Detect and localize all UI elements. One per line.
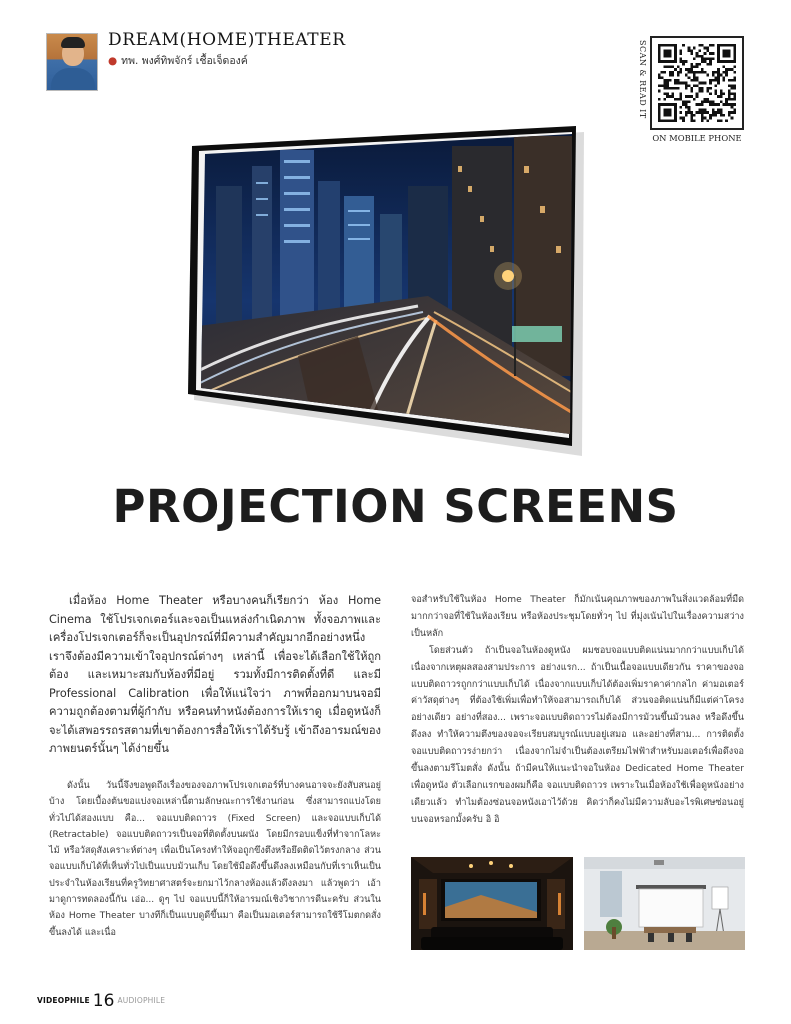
author-photo <box>46 33 98 91</box>
magazine-name: VIDEOPHILE <box>37 996 90 1005</box>
article-body-left: ดังนั้น วันนี้จึงขอพูดถึงเรื่องของจอภาพโปรเจกเตอร์ที่บางคนอาจจะยังสับสนอยู่บ้าง โดยเบื้องต้นขอแบ่งจอเหล่านี้ตามลักษณะการใช้งานก่อน ซึ่งสามารถแบ่งโดยทั่วไปได้สองแบบ คือ... จอแบบติดถาวร (Fixed Screen) และจอแบบเก็บได้ (Retractable) จอแบบติดถาวรเป็นจอที่ติดตั้งบนผนัง โดยมีกรอบแข็งที่ทำจากโลหะ ไม้ หรือวัสดุสังเคราะห์ต่างๆ เพื่อเป็นโครงทำให้จอถูกขึงตึงหรือยึดติดไว้ตรงกลาง ส่วนจอแบบเก็บได้ที่เห็นทั่วไปเป็นแบบม้วนเก็บ โดยใช้มือดึงขึ้นดึงลงเหมือนกับที่เราเห็นเป็นประจำในห้องเรียนที่ครูวิทยาศาสตร์จะยกมาไว้กลางห้องแล้วดึงลงมา แล้วพูดว่า เอ้า มาดูการทดลองนี้กัน เอ่อ... ดูๆ ไป จอแบบนี้ก็ให้อารมณ์เชิงวิชาการดีนะครับ ส่วนในห้อง Home Theater บางทีก็เป็นแบบดูดีขึ้นมา คือเป็นมอเตอร์สามารถใช้รีโมตกดสั่งขึ้นลงได้ และเนื่อ <box>49 781 381 938</box>
qr-code[interactable] <box>650 36 744 130</box>
page-number: 16 <box>92 990 115 1011</box>
projection-screen-illustration <box>168 126 588 458</box>
home-theater-illustration <box>411 857 573 950</box>
scan-label: SCAN & READ IT <box>638 40 647 119</box>
article-paragraph: จอสำหรับใช้ในห้อง Home Theater ก็มักเน้นคุณภาพของภาพในสิ่งแวดล้อมที่มืดมากกว่าจอที่ใช้ในห้องเรียน หรือห้องประชุมโดยทั่วๆ ไป ที่มุ่งเน้นไปในเรื่องความสว่างเป็นหลัก <box>411 595 744 639</box>
home-theater-photo <box>411 857 573 950</box>
article-body-right <box>411 592 744 829</box>
meeting-room-illustration <box>584 857 745 950</box>
qr-code-icon <box>658 44 736 122</box>
page-footer <box>37 990 166 1011</box>
article-lead-paragraph: เมื่อห้อง Home Theater หรือบางคนก็เรียกว่า ห้อง Home Cinema ใช้โปรเจกเตอร์และจอเป็นแหล่งกำเนิดภาพ ทั้งจอภาพและเครื่องโปรเจกเตอร์ก็จะเป็นอุปกรณ์ที่มีความสำคัญมากอีกอย่างหนึ่ง เราจึงต้องมีความเข้าใจอุปกรณ์ต่างๆ เหล่านี้ เพื่อจะได้เลือกใช้ให้ถูกต้อง และเหมาะสมกับห้องที่มีอยู่ รวมทั้งมีการติดตั้งที่ดี และมี Professional Calibration เพื่อให้แน่ใจว่า ภาพที่ออกมาบนจอมีความถูกต้องตามที่ผู้กำกับ หรือคนทำหนังต้องการให้เราดู เมื่อดูหนังก็จะได้เสพอรรถรสตามที่เขาต้องการสื่อให้เราได้รับรู้ เข้าถึงอารมณ์ของภาพยนตร์นั้นๆ ได้ง่ายขึ้น <box>49 594 381 755</box>
sister-magazine-name: AUDIOPHILE <box>117 996 166 1005</box>
author-byline <box>108 52 248 69</box>
meeting-room-photo <box>584 857 745 950</box>
bullet-icon: ● <box>108 55 118 67</box>
article-paragraph: โดยส่วนตัว ถ้าเป็นจอในห้องดูหนัง ผมชอบจอแบบติดแน่นมากกว่าแบบเก็บได้ เนื่องจากเหตุผลสองสามประการ อย่างแรก... ถ้าเป็นเนื้อจอแบบเดียวกัน ราคาของจอแบบติดถาวรถูกกว่าแบบเก็บได้ เนื่องจากแบบเก็บได้ต้องเพิ่มราคาค่ากลไก ค่ามอเตอร์ ค่าวัสดุต่างๆ ที่ต้องใช้เพิ่มเพื่อทำให้จอสามารถเก็บได้ ส่วนจอติดแน่นก็มีแต่ค่าโครงอย่างเดียว อย่างที่สอง... เพราะจอแบบติดถาวรไม่ต้องมีการม้วนขึ้นม้วนลง หรือดึงขึ้นดึงลง ทำให้ความตึงของจอจะเรียบสมบูรณ์แบบอยู่เสมอ และอย่างที่สาม... การติดตั้งจอแบบติดถาวรง่ายกว่า เนื่องจากไม่จำเป็นต้องเตรียมไฟฟ้าสำหรับมอเตอร์เพื่อดึงจอขึ้นลงตามรีโมตสั่ง ดังนั้น ถ้ามีคนให้แนะนำจอในห้อง Dedicated Home Theater เพื่อดูหนัง ตัวเลือกแรกของผมก็คือ จอแบบติดถาวร เพราะในเมื่อห้องใช้เพื่อดูหนังอย่างเดียวแล้ว ทำไมต้องซ่อนจอหนังเอาไว้ด้วย คิดว่าก็คงไม่มีความลับอะไรพิเศษซ่อนอยู่บนจอหรอกมั้งครับ อิ อิ <box>411 645 744 825</box>
author-name: ทพ. พงศ์ทิพจักร์ เชื้อเจ็ดองค์ <box>121 55 248 67</box>
column-title: DREAM(HOME)THEATER <box>108 30 346 50</box>
article-headline: PROJECTION SCREENS <box>112 480 679 533</box>
mobile-label: ON MOBILE PHONE <box>652 133 742 143</box>
projection-screen-image <box>168 126 588 458</box>
